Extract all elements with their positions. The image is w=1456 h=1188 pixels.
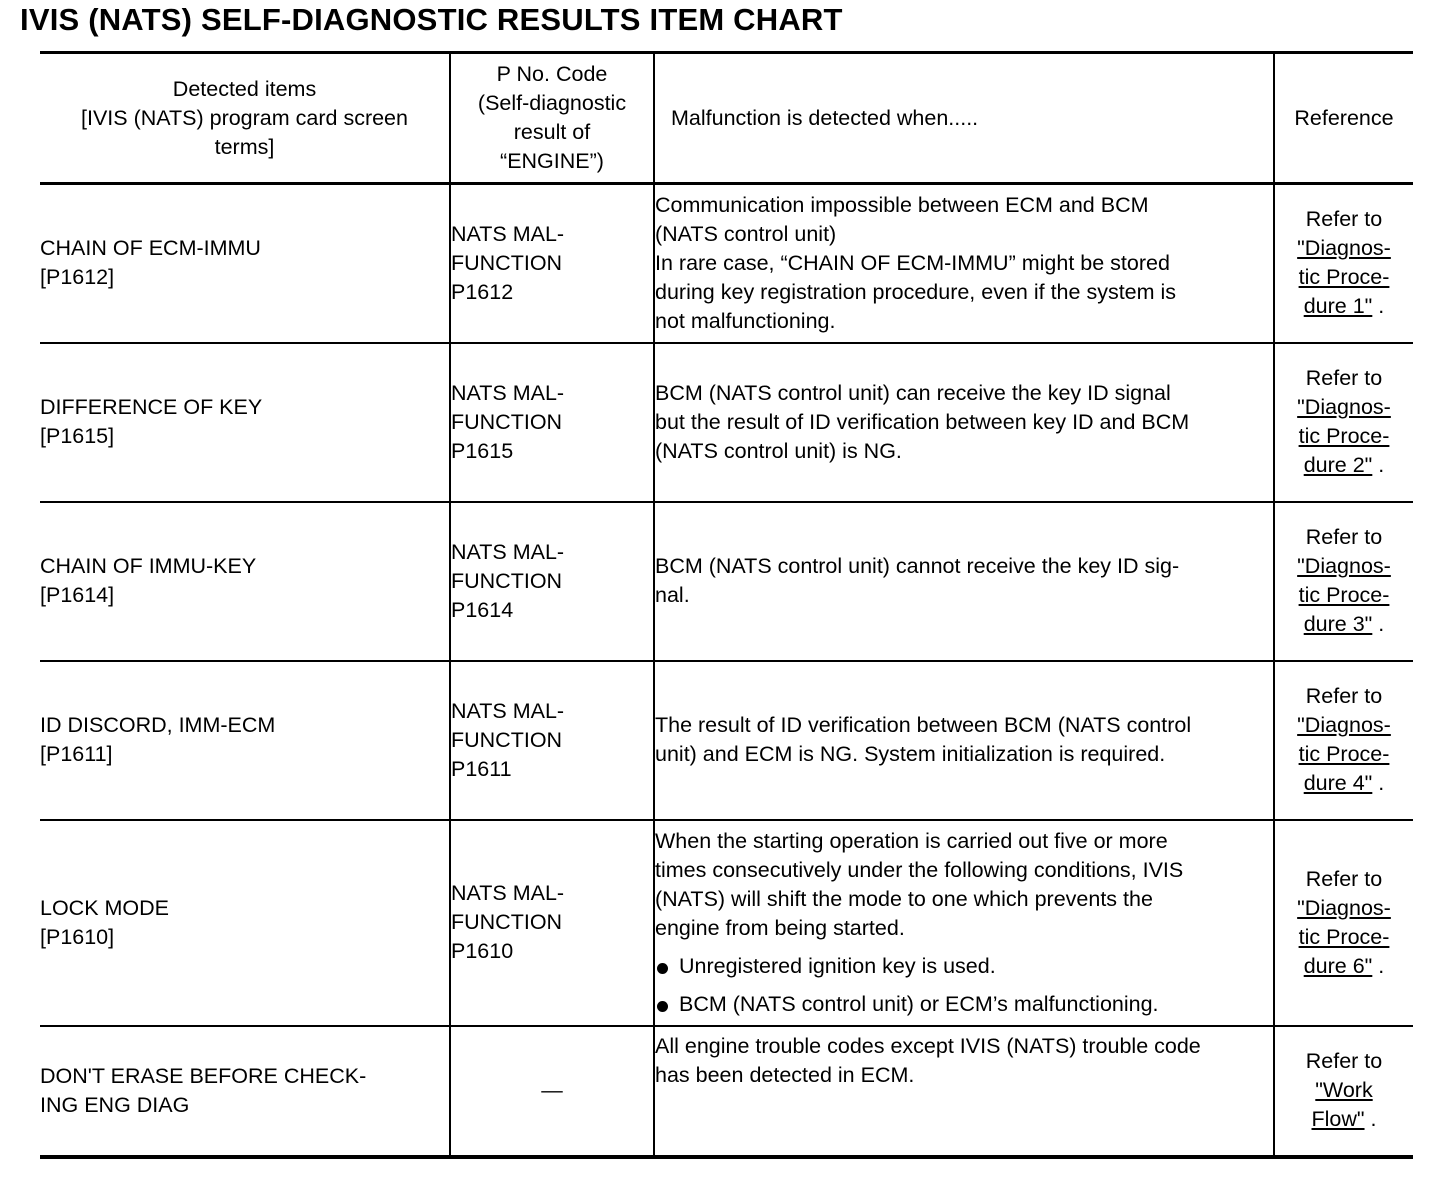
p-code-line: P1612 bbox=[451, 279, 514, 304]
reference-suffix: . bbox=[1370, 1107, 1377, 1131]
reference-link-line bbox=[1275, 393, 1413, 422]
reference-link-line bbox=[1275, 740, 1413, 769]
diagnostic-procedure-1-link[interactable]: tic Proce- bbox=[1298, 265, 1390, 290]
p-code-cell bbox=[450, 820, 654, 1026]
detected-item-cell bbox=[40, 820, 450, 1026]
table-row bbox=[40, 502, 1413, 661]
p-code-cell bbox=[450, 661, 654, 820]
detected-item-cell bbox=[40, 661, 450, 820]
malfunction-line: BCM (NATS control unit) cannot receive the key ID sig- bbox=[655, 554, 1180, 578]
malfunction-line: engine from being started. bbox=[655, 915, 905, 940]
p-code-line: P1614 bbox=[451, 597, 514, 622]
work-flow-link[interactable]: Flow" bbox=[1311, 1107, 1365, 1131]
reference-link-line bbox=[1275, 711, 1413, 740]
detected-item-name: DIFFERENCE OF KEY bbox=[40, 395, 263, 419]
header-line: [IVIS (NATS) program card screen bbox=[81, 105, 408, 130]
p-code-line: P1611 bbox=[451, 756, 512, 781]
p-code-line: FUNCTION bbox=[451, 409, 563, 434]
diagnostic-results-table bbox=[40, 51, 1413, 1159]
reference-suffix: . bbox=[1378, 453, 1385, 477]
detected-item-name: DON'T ERASE BEFORE CHECK- bbox=[40, 1063, 367, 1088]
header-row bbox=[40, 53, 1413, 184]
diagnostic-procedure-6-link[interactable]: "Diagnos- bbox=[1297, 895, 1391, 920]
header-line: (Self-diagnostic bbox=[477, 91, 627, 115]
p-code-line: NATS MAL- bbox=[451, 380, 565, 405]
detected-item-code: [P1614] bbox=[40, 583, 115, 607]
p-code-dash: — bbox=[541, 1078, 563, 1102]
p-code-line: NATS MAL- bbox=[451, 698, 565, 723]
malfunction-line: (NATS control unit) is NG. bbox=[655, 438, 902, 463]
malfunction-line: All engine trouble codes except IVIS (NATS) trouble code bbox=[655, 1033, 1201, 1058]
p-code-line: NATS MAL- bbox=[451, 539, 565, 564]
malfunction-line: BCM (NATS control unit) can receive the key ID signal bbox=[655, 380, 1171, 405]
reference-cell bbox=[1274, 661, 1413, 820]
malfunction-line: times consecutively under the following conditions, IVIS bbox=[655, 857, 1184, 882]
p-code-line: FUNCTION bbox=[451, 568, 563, 593]
reference-link-line bbox=[1275, 552, 1413, 581]
reference-suffix: . bbox=[1378, 953, 1385, 978]
detected-item-code: [P1615] bbox=[40, 424, 115, 448]
p-code-line: FUNCTION bbox=[451, 727, 563, 752]
table-row bbox=[40, 184, 1413, 343]
detected-item-name: CHAIN OF IMMU-KEY bbox=[40, 554, 257, 578]
diagnostic-procedure-2-link[interactable]: dure 2" bbox=[1303, 453, 1373, 477]
malfunction-line: unit) and ECM is NG. System initialization is required. bbox=[655, 742, 1166, 766]
reference-suffix: . bbox=[1378, 612, 1385, 636]
reference-cell bbox=[1274, 820, 1413, 1026]
p-code-cell bbox=[450, 184, 654, 343]
detected-item-name: CHAIN OF ECM-IMMU bbox=[40, 236, 261, 261]
malfunction-cell bbox=[654, 343, 1274, 502]
detected-item-name: ING ENG DIAG bbox=[40, 1092, 190, 1117]
work-flow-link[interactable]: "Work bbox=[1315, 1078, 1373, 1102]
reference-link-line bbox=[1275, 1105, 1413, 1134]
diagnostic-procedure-6-link[interactable]: dure 6" bbox=[1303, 953, 1373, 978]
reference-prefix: Refer to bbox=[1305, 525, 1383, 549]
reference-link-line bbox=[1275, 1076, 1413, 1105]
reference-prefix: Refer to bbox=[1305, 1049, 1383, 1073]
header-detected-items bbox=[40, 53, 450, 184]
p-code-line: NATS MAL- bbox=[451, 221, 565, 246]
reference-cell bbox=[1274, 1026, 1413, 1157]
diagnostic-procedure-4-link[interactable]: dure 4" bbox=[1303, 771, 1373, 795]
malfunction-cell bbox=[654, 661, 1274, 820]
diagnostic-procedure-4-link[interactable]: "Diagnos- bbox=[1297, 713, 1391, 737]
diagnostic-procedure-3-link[interactable]: tic Proce- bbox=[1298, 583, 1390, 607]
malfunction-line: has been detected in ECM. bbox=[655, 1062, 915, 1087]
reference-link-line bbox=[1275, 923, 1413, 952]
p-code-cell bbox=[450, 343, 654, 502]
malfunction-line: (NATS) will shift the mode to one which prevents the bbox=[655, 886, 1153, 911]
detected-item-name: ID DISCORD, IMM-ECM bbox=[40, 713, 276, 737]
reference-prefix: Refer to bbox=[1305, 684, 1383, 708]
diagnostic-procedure-3-link[interactable]: dure 3" bbox=[1303, 612, 1373, 636]
p-code-line: FUNCTION bbox=[451, 250, 563, 275]
p-code-line: P1610 bbox=[451, 939, 514, 963]
table-row bbox=[40, 1026, 1413, 1157]
reference-link-line bbox=[1275, 292, 1413, 321]
reference-link-line bbox=[1275, 234, 1413, 263]
detected-item-name: LOCK MODE bbox=[40, 895, 170, 920]
bullet-item: Unregistered ignition key is used. bbox=[655, 952, 1273, 981]
malfunction-line: Communication impossible between ECM and BCM bbox=[655, 192, 1149, 217]
reference-cell bbox=[1274, 184, 1413, 343]
malfunction-line: When the starting operation is carried out five or more bbox=[655, 828, 1168, 853]
detected-item-cell bbox=[40, 343, 450, 502]
reference-link-line bbox=[1275, 894, 1413, 923]
malfunction-line: but the result of ID verification between key ID and BCM bbox=[655, 409, 1190, 434]
diagnostic-procedure-2-link[interactable]: tic Proce- bbox=[1298, 424, 1390, 448]
detected-item-code: [P1610] bbox=[40, 924, 115, 949]
detected-item-code: [P1611] bbox=[40, 742, 113, 766]
header-line: Detected items bbox=[172, 76, 317, 101]
p-code-line: FUNCTION bbox=[451, 910, 563, 934]
diagnostic-procedure-3-link[interactable]: "Diagnos- bbox=[1297, 554, 1391, 578]
header-line: “ENGINE”) bbox=[500, 149, 604, 173]
detected-item-cell bbox=[40, 184, 450, 343]
reference-link-line bbox=[1275, 263, 1413, 292]
diagnostic-procedure-2-link[interactable]: "Diagnos- bbox=[1297, 395, 1391, 419]
p-code-cell bbox=[450, 1026, 654, 1157]
table-row bbox=[40, 343, 1413, 502]
reference-link-line bbox=[1275, 610, 1413, 639]
reference-cell bbox=[1274, 502, 1413, 661]
reference-link-line bbox=[1275, 422, 1413, 451]
reference-suffix: . bbox=[1378, 771, 1385, 795]
malfunction-cell bbox=[654, 1026, 1274, 1157]
reference-link-line bbox=[1275, 769, 1413, 798]
malfunction-line: not malfunctioning. bbox=[655, 308, 836, 333]
p-code-line: P1615 bbox=[451, 438, 514, 463]
malfunction-line: nal. bbox=[655, 583, 690, 607]
reference-cell bbox=[1274, 343, 1413, 502]
malfunction-cell bbox=[654, 502, 1274, 661]
p-code-line: NATS MAL- bbox=[451, 881, 565, 905]
reference-prefix: Refer to bbox=[1305, 366, 1383, 390]
reference-link-line bbox=[1275, 451, 1413, 480]
header-reference: Reference bbox=[1274, 53, 1413, 184]
page-title: IVIS (NATS) SELF-DIAGNOSTIC RESULTS ITEM CHART bbox=[20, 2, 843, 37]
malfunction-cell bbox=[654, 184, 1274, 343]
malfunction-line: The result of ID verification between BCM (NATS control bbox=[655, 713, 1192, 737]
table-row bbox=[40, 661, 1413, 820]
malfunction-line: In rare case, “CHAIN OF ECM-IMMU” might be stored bbox=[655, 250, 1170, 275]
header-p-no-code bbox=[450, 53, 654, 184]
malfunction-cell bbox=[654, 820, 1274, 1026]
detected-item-cell bbox=[40, 1026, 450, 1157]
header-line: result of bbox=[513, 120, 591, 144]
diagnostic-procedure-1-link[interactable]: "Diagnos- bbox=[1297, 236, 1391, 261]
header-line: P No. Code bbox=[496, 62, 608, 86]
header-line: terms] bbox=[214, 134, 275, 159]
reference-prefix: Refer to bbox=[1305, 207, 1383, 232]
diagnostic-procedure-4-link[interactable]: tic Proce- bbox=[1298, 742, 1390, 766]
reference-link-line bbox=[1275, 581, 1413, 610]
header-malfunction: Malfunction is detected when..... bbox=[654, 53, 1274, 184]
detected-item-code: [P1612] bbox=[40, 265, 115, 290]
bullet-item: BCM (NATS control unit) or ECM’s malfunctioning. bbox=[655, 990, 1273, 1019]
malfunction-line: (NATS control unit) bbox=[655, 221, 837, 246]
reference-link-line bbox=[1275, 952, 1413, 981]
detected-item-cell bbox=[40, 502, 450, 661]
reference-prefix: Refer to bbox=[1305, 866, 1383, 891]
p-code-cell bbox=[450, 502, 654, 661]
diagnostic-procedure-6-link[interactable]: tic Proce- bbox=[1298, 924, 1390, 949]
table-row bbox=[40, 820, 1413, 1026]
reference-suffix: . bbox=[1378, 294, 1385, 319]
diagnostic-procedure-1-link[interactable]: dure 1" bbox=[1303, 294, 1373, 319]
malfunction-line: during key registration procedure, even if the system is bbox=[655, 279, 1177, 304]
